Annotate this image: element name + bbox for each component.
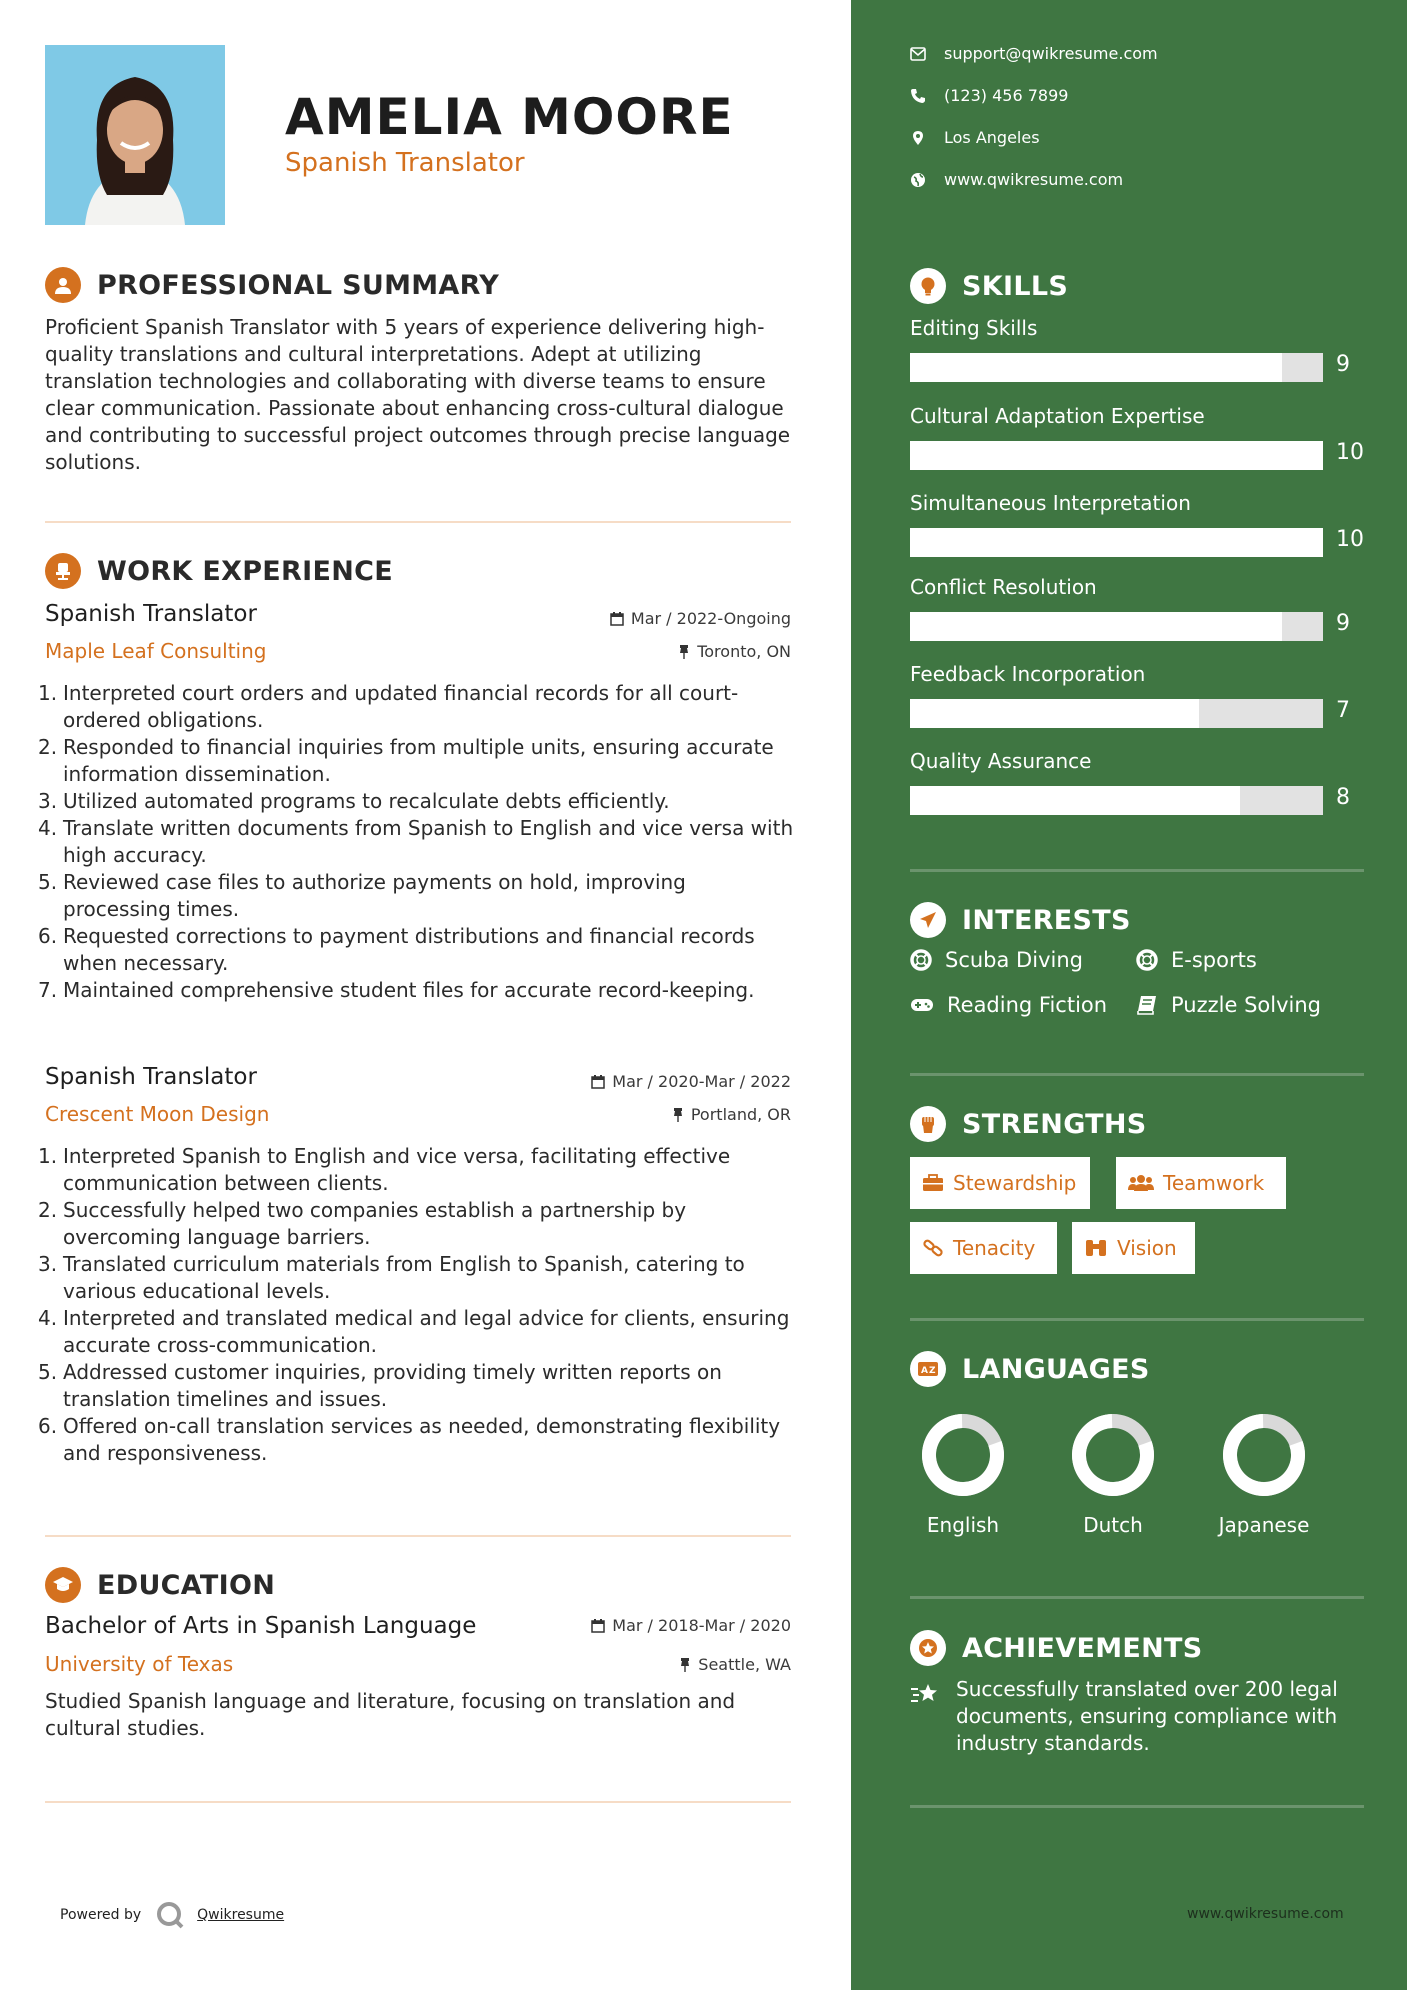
pin-icon (678, 645, 690, 659)
skill-label: Cultural Adaptation Expertise (910, 404, 1205, 428)
map-marker-icon (910, 130, 926, 146)
language-level-ring (1071, 1413, 1155, 1497)
interest-label: Reading Fiction (947, 993, 1108, 1017)
language-item (1204, 1413, 1324, 1537)
strength-chip (1072, 1222, 1195, 1274)
skill-label: Simultaneous Interpretation (910, 491, 1191, 515)
email-text[interactable]: support@qwikresume.com (944, 44, 1158, 63)
envelope-icon (910, 47, 926, 61)
interest-label: Puzzle Solving (1171, 993, 1321, 1017)
skill-bar-fill (910, 786, 1240, 815)
users-icon (1128, 1174, 1154, 1192)
list-item: 5. Addressed customer inquiries, providing timely written reports on translation timelines and issues. (38, 1360, 722, 1411)
skill-bar (910, 786, 1323, 815)
job-company: Crescent Moon Design (45, 1102, 270, 1126)
lifebuoy-icon (910, 949, 932, 971)
interests-heading (910, 902, 1131, 938)
divider (910, 1805, 1364, 1808)
lifebuoy-icon (1136, 949, 1158, 971)
language-level-ring (921, 1413, 1005, 1497)
experience-heading (45, 553, 393, 589)
list-item: 7. Maintained comprehensive student files for accurate record-keeping. (38, 978, 755, 1002)
calendar-icon (591, 1619, 605, 1633)
job-bullets (38, 1143, 798, 1467)
svg-text:A: A (921, 1366, 928, 1376)
interests-title: INTERESTS (962, 904, 1131, 936)
skill-label: Quality Assurance (910, 749, 1092, 773)
job-location (678, 642, 791, 661)
language-label: English (926, 1513, 1000, 1537)
skill-value: 8 (1336, 785, 1350, 810)
languages-title: LANGUAGES (962, 1353, 1150, 1385)
calendar-icon (610, 612, 624, 626)
contact-phone (910, 86, 1068, 105)
interest-item (910, 993, 1107, 1017)
divider (45, 521, 791, 523)
job-title: Spanish Translator (45, 1064, 257, 1090)
skill-bar (910, 699, 1323, 728)
achievement-text: Successfully translated over 200 legal documents, ensuring compliance with industry standards. (956, 1677, 1338, 1755)
briefcase-icon (922, 1174, 944, 1192)
briefcase-chair-icon (45, 553, 81, 589)
list-item: 6. Requested corrections to payment distributions and financial records when necessary. (38, 924, 755, 975)
strength-label: Tenacity (953, 1236, 1036, 1260)
list-item: 1. Interpreted court orders and updated financial records for all court-ordered obligations. (38, 681, 739, 732)
skill-value: 9 (1336, 611, 1350, 636)
skill-bar (910, 612, 1323, 641)
shooting-star-icon (910, 1681, 940, 1707)
globe-icon (910, 172, 926, 188)
list-item: 6. Offered on-call translation services as needed, demonstrating flexibility and responsiveness. (38, 1414, 781, 1465)
skill-bar (910, 528, 1323, 557)
skill-bar-fill (910, 441, 1323, 470)
website-text[interactable]: www.qwikresume.com (944, 170, 1124, 189)
strength-chip (910, 1222, 1057, 1274)
location-text: Los Angeles (944, 128, 1040, 147)
skills-title: SKILLS (962, 270, 1069, 302)
education-date-text: Mar / 2018-Mar / 2020 (612, 1616, 791, 1635)
language-item (1053, 1413, 1173, 1537)
lightbulb-icon (910, 268, 946, 304)
qwikresume-logo-icon (155, 1900, 185, 1930)
list-item: 1. Interpreted Spanish to English and vice versa, facilitating effective communication between clients. (38, 1144, 731, 1195)
user-icon (45, 267, 81, 303)
strength-label: Vision (1117, 1236, 1177, 1260)
job-bullets (38, 680, 798, 1004)
list-item: 3. Translated curriculum materials from English to Spanish, catering to various educational levels. (38, 1252, 745, 1303)
qwikresume-link[interactable]: Qwikresume (197, 1907, 285, 1923)
interest-item (1136, 948, 1257, 972)
skill-bar-fill (910, 353, 1282, 382)
powered-by (60, 1900, 284, 1930)
list-item: 4. Translate written documents from Spanish to English and vice versa with high accuracy. (38, 816, 794, 867)
calendar-icon (591, 1075, 605, 1089)
job-location-text: Toronto, ON (697, 642, 791, 661)
divider (45, 1801, 791, 1803)
pin-icon (672, 1108, 684, 1122)
job-location-text: Portland, OR (690, 1105, 791, 1124)
strengths-title: STRENGTHS (962, 1108, 1147, 1140)
languages-heading (910, 1351, 1150, 1387)
summary-text: Proficient Spanish Translator with 5 years of experience delivering high-quality translations and cultural interpretations. Adept at utilizing translation technologies and collaborating with diverse teams to ensure clear communication. Passionate about enhancing cross-cultural dialogue and contributing to successful project outcomes through precise language solutions. (45, 315, 791, 474)
list-item: 4. Interpreted and translated medical and legal advice for clients, ensuring accurate cross-communication. (38, 1306, 790, 1357)
education-location (679, 1655, 791, 1674)
phone-icon (910, 88, 926, 104)
pin-icon (679, 1658, 691, 1672)
strength-label: Teamwork (1163, 1171, 1265, 1195)
degree-title: Bachelor of Arts in Spanish Language (45, 1613, 477, 1639)
interest-label: E-sports (1171, 948, 1257, 972)
language-level-ring (1222, 1413, 1306, 1497)
skill-bar-fill (910, 528, 1323, 557)
profile-photo (45, 45, 225, 225)
svg-text:Z: Z (929, 1366, 936, 1376)
skill-label: Conflict Resolution (910, 575, 1097, 599)
powered-by-label: Powered by (60, 1907, 142, 1923)
phone-text[interactable]: (123) 456 7899 (944, 86, 1069, 105)
contact-location (910, 128, 1040, 147)
interest-label: Scuba Diving (945, 948, 1083, 972)
candidate-name: AMELIA MOORE (285, 88, 734, 146)
skill-value: 7 (1336, 698, 1350, 723)
graduation-cap-icon (45, 1567, 81, 1603)
binoculars-icon (1084, 1238, 1108, 1258)
job-date-text: Mar / 2020-Mar / 2022 (612, 1072, 791, 1091)
skills-heading (910, 268, 1068, 304)
education-location-text: Seattle, WA (698, 1655, 791, 1674)
job-date (591, 1072, 791, 1091)
list-item: 5. Reviewed case files to authorize payments on hold, improving processing times. (38, 870, 686, 921)
skill-value: 10 (1336, 527, 1364, 552)
education-title: EDUCATION (97, 1569, 276, 1601)
divider (910, 869, 1364, 872)
list-item: 2. Successfully helped two companies establish a partnership by overcoming language barriers. (38, 1198, 687, 1249)
book-icon (1136, 995, 1158, 1015)
strength-label: Stewardship (953, 1171, 1077, 1195)
skill-value: 10 (1336, 440, 1364, 465)
divider (45, 1535, 791, 1537)
job-title: Spanish Translator (45, 601, 257, 627)
list-item: 3. Utilized automated programs to recalculate debts efficiently. (38, 789, 670, 813)
skill-bar-fill (910, 612, 1282, 641)
skill-value: 9 (1336, 352, 1350, 377)
strength-chip (910, 1157, 1090, 1209)
candidate-role: Spanish Translator (285, 148, 525, 178)
language-item (903, 1413, 1023, 1537)
job-date (610, 609, 791, 628)
education-description: Studied Spanish language and literature, focusing on translation and cultural studies. (45, 1689, 736, 1740)
strengths-heading (910, 1106, 1147, 1142)
divider (910, 1318, 1364, 1321)
summary-title: PROFESSIONAL SUMMARY (97, 269, 500, 301)
translate-icon (910, 1351, 946, 1387)
strength-chip (1116, 1157, 1286, 1209)
achievements-title: ACHIEVEMENTS (962, 1632, 1203, 1664)
education-heading (45, 1567, 275, 1603)
fist-icon (910, 1106, 946, 1142)
skill-label: Feedback Incorporation (910, 662, 1146, 686)
skill-bar (910, 353, 1323, 382)
language-label: Japanese (1218, 1513, 1310, 1537)
gamepad-icon (910, 996, 934, 1014)
divider (910, 1596, 1364, 1599)
interest-item (1136, 993, 1321, 1017)
footer-website[interactable]: www.qwikresume.com (1187, 1906, 1344, 1922)
star-badge-icon (910, 1630, 946, 1666)
skill-bar (910, 441, 1323, 470)
job-company: Maple Leaf Consulting (45, 639, 267, 663)
contact-website (910, 170, 1123, 189)
link-icon (922, 1238, 944, 1258)
experience-title: WORK EXPERIENCE (97, 555, 393, 587)
interest-item (910, 948, 1083, 972)
school-name: University of Texas (45, 1652, 234, 1676)
paper-plane-icon (910, 902, 946, 938)
job-date-text: Mar / 2022-Ongoing (630, 609, 791, 628)
education-date (591, 1616, 791, 1635)
skill-bar-fill (910, 699, 1199, 728)
skill-label: Editing Skills (910, 316, 1038, 340)
list-item: 2. Responded to financial inquiries from multiple units, ensuring accurate information dissemination. (38, 735, 774, 786)
summary-heading (45, 267, 499, 303)
contact-email (910, 44, 1158, 63)
language-label: Dutch (1083, 1513, 1143, 1537)
divider (910, 1073, 1364, 1076)
job-location (672, 1105, 791, 1124)
achievements-heading (910, 1630, 1203, 1666)
